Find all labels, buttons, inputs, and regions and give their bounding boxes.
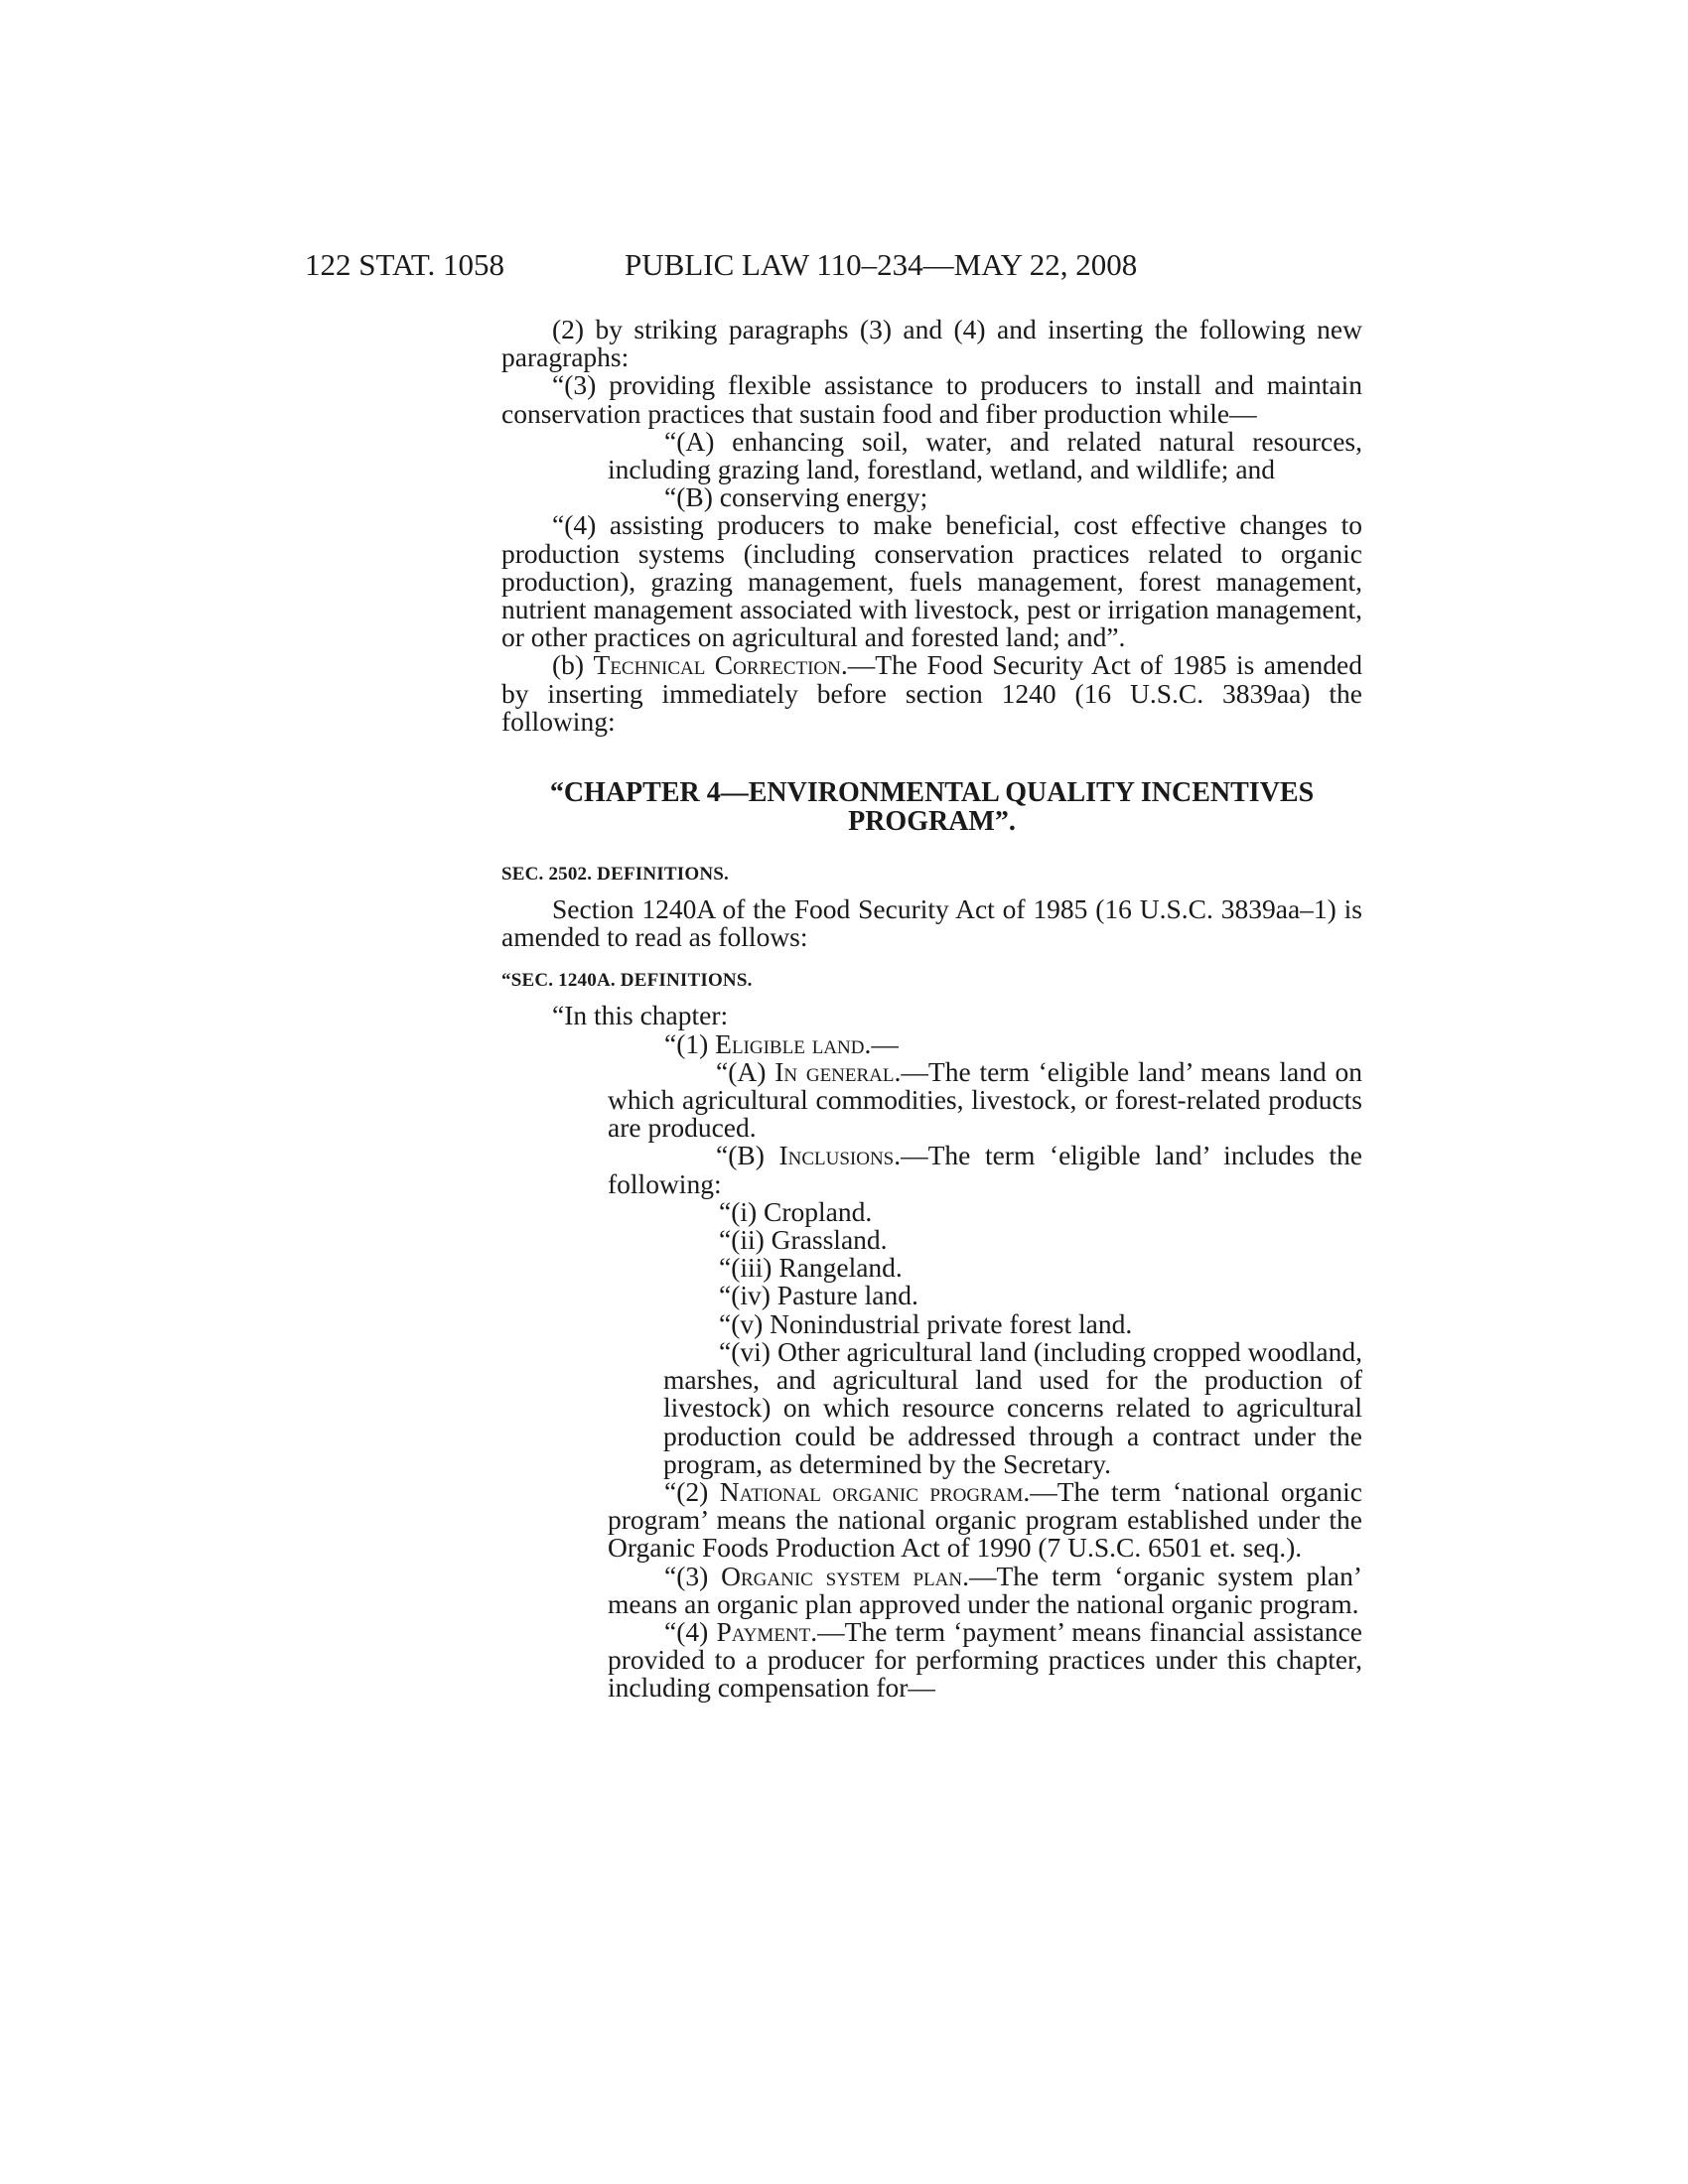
definition-2-text: .—The term ‘national organic program’ means the national organic program established under the Organic Foods Production Act of 1990 (7 U.S.C. 6501 et. seq.).: [608, 1475, 1362, 1564]
definition-1b-lead: “(B): [716, 1140, 779, 1171]
definition-1b-text: .—The term ‘eligible land’ includes the following:: [608, 1140, 1362, 1199]
definition-4-lead: “(4): [664, 1615, 717, 1647]
stat-page-number: 122 STAT. 1058: [305, 247, 505, 282]
inclusion-i-cropland: “(i) Cropland.: [719, 1195, 873, 1227]
subparagraph-a-enhancing: “(A) enhancing soil, water, and related natural resources, including grazing land, forestland, wetland, and wildlife; and: [608, 425, 1362, 485]
definition-1-text: .—: [864, 1027, 899, 1059]
section-1240a-amendment: Section 1240A of the Food Security Act of 1985 (16 U.S.C. 3839aa–1) is amended to read as follows:: [501, 893, 1362, 953]
subparagraph-b-conserving: “(B) conserving energy;: [664, 481, 928, 513]
definition-4-text: .—The term ‘payment’ means financial assistance provided to a producer for performing practices under this chapter, including compensation for—: [608, 1615, 1362, 1704]
paragraph-4-assisting: “(4) assisting producers to make beneficial, cost effective changes to production systems (including conservation practices related to organic production), grazing management, fuels management, forest management, nutrient management associated with livestock, pest or irrigation management, or other practices on agricultural and forested land; and”.: [501, 509, 1362, 653]
definition-3-organic-system-plan: [501, 1560, 1362, 1619]
definition-1b-inclusions: [501, 1142, 1362, 1197]
definition-3-heading: Organic system plan: [721, 1560, 963, 1591]
definition-1-eligible-land: [501, 1027, 1362, 1059]
definition-4-payment: [501, 1615, 1362, 1704]
definition-1a-text: .—The term ‘eligible land’ means land on which agricultural commodities, livestock, or forest-related products are produced.: [608, 1055, 1362, 1144]
chapter-title: “CHAPTER 4—ENVIRONMENTAL QUALITY INCENTIVES PROGRAM”.: [549, 777, 1315, 838]
definition-1a-in-general: [501, 1055, 1362, 1144]
inclusion-iii-rangeland: “(iii) Rangeland.: [719, 1252, 903, 1284]
subsection-b-text: .—The Food Security Act of 1985 is amended by inserting immediately before section 1240 (16 U.S.C. 3839aa) the following:: [501, 649, 1362, 737]
definition-3-text: .—The term ‘organic system plan’ means an organic plan approved under the national organic program.: [608, 1560, 1362, 1619]
document-body: [501, 316, 1362, 1703]
paragraph-3-flexible-assistance: “(3) providing flexible assistance to producers to install and maintain conservation practices that sustain food and fiber production while—: [501, 369, 1362, 429]
definition-4-heading: Payment: [716, 1615, 811, 1647]
inclusion-vi-other-land: “(vi) Other agricultural land (including cropped woodland, marshes, and agricultural land used for the production of livestock) on which resource concerns related to agricultural production could be addressed through a contract under the program, as determined by the Secretary.: [663, 1335, 1362, 1479]
definition-1a-lead: “(A): [716, 1055, 775, 1087]
subsection-b-heading: Technical Correction: [593, 649, 841, 681]
inclusion-ii-grassland: “(ii) Grassland.: [719, 1224, 888, 1256]
paragraph-2-striking: (2) by striking paragraphs (3) and (4) and inserting the following new paragraphs:: [501, 314, 1362, 373]
definition-3-lead: “(3): [664, 1560, 722, 1591]
section-1240a-heading: “SEC. 1240A. DEFINITIONS.: [501, 970, 753, 992]
public-law-title: PUBLIC LAW 110–234—MAY 22, 2008: [625, 247, 1138, 282]
subsection-b-lead: (b): [552, 649, 594, 681]
definition-2-heading: National organic program: [719, 1475, 1024, 1507]
definition-1a-heading: In general: [774, 1055, 895, 1087]
inclusion-iv-pasture-land: “(iv) Pasture land.: [719, 1280, 918, 1311]
inclusion-v-forest-land: “(v) Nonindustrial private forest land.: [719, 1307, 1133, 1339]
in-this-chapter: “In this chapter:: [552, 1000, 729, 1031]
section-2502-heading: SEC. 2502. DEFINITIONS.: [501, 864, 729, 886]
definition-1b-heading: Inclusions: [778, 1140, 895, 1171]
page-header: [305, 245, 1367, 285]
definition-1-lead: “(1): [664, 1027, 716, 1059]
definition-2-national-organic-program: [501, 1475, 1362, 1564]
definition-2-lead: “(2): [664, 1475, 720, 1507]
definition-1-heading: Eligible land: [715, 1027, 865, 1059]
subsection-b-technical-correction: [501, 651, 1362, 736]
